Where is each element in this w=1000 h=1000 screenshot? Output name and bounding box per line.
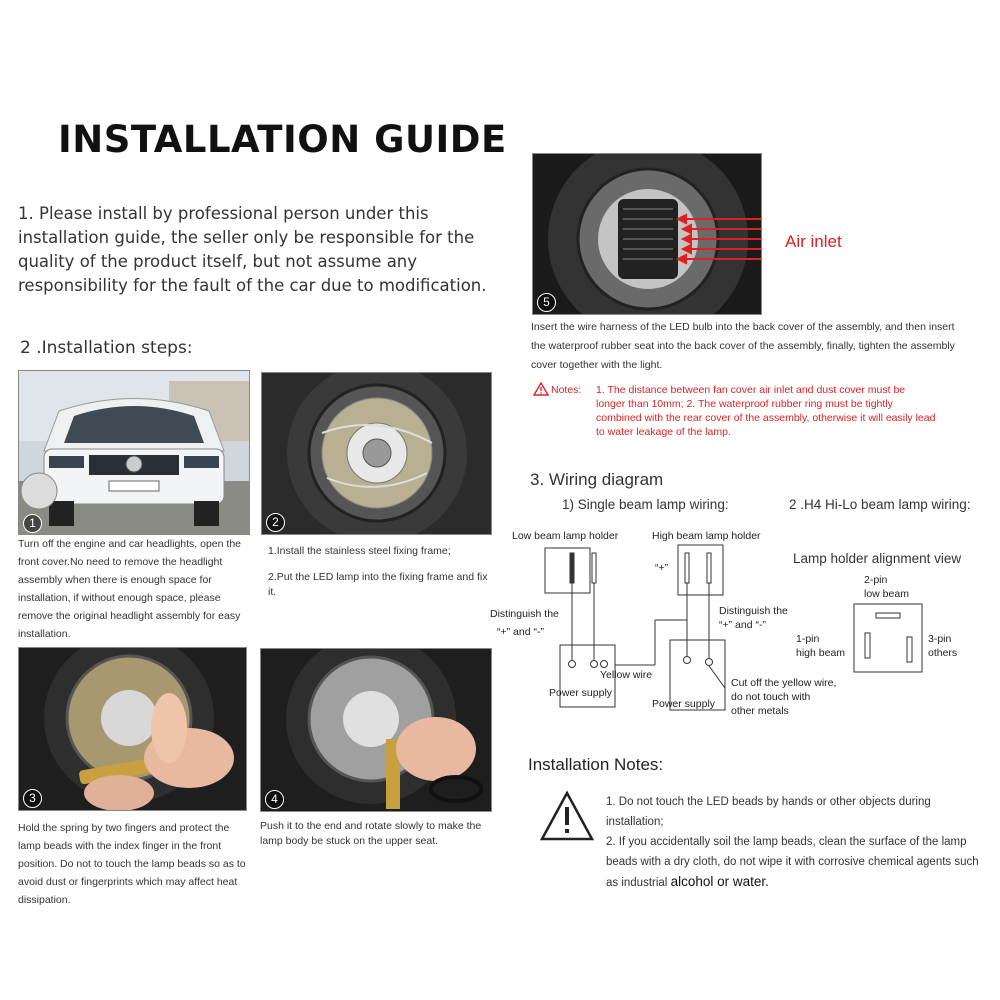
steps-heading: 2 .Installation steps: — [20, 338, 193, 358]
low-holder-label: Low beam lamp holder — [512, 530, 619, 542]
install-note-2-bold: alcohol or water. — [670, 874, 769, 889]
fixing-frame-illustration — [262, 373, 491, 534]
step5-number: 5 — [537, 293, 556, 312]
caution-icon — [539, 790, 595, 847]
distinguish-left-2: “+” and “-” — [497, 626, 544, 638]
wiring-heading: 3. Wiring diagram — [530, 470, 664, 489]
hand-install-illustration — [19, 648, 246, 810]
led-bulb-back-illustration — [533, 154, 761, 314]
car-illustration — [19, 371, 249, 534]
cutoff-line-3: other metals — [731, 705, 789, 717]
step4-number: 4 — [265, 790, 284, 809]
install-note-1: 1. Do not touch the LED beads by hands or other objects during installation; — [606, 796, 931, 828]
install-note-2 — [606, 832, 991, 893]
step1-photo — [18, 370, 250, 535]
pin3-label-a: 3-pin — [928, 633, 952, 645]
yellow-wire-label: Yellow wire — [600, 669, 653, 681]
rotate-lamp-illustration — [261, 649, 491, 811]
notes-label: Notes: — [551, 384, 582, 396]
cutoff-line-2: do not touch with — [731, 691, 811, 703]
distinguish-left-1: Distinguish the — [490, 608, 559, 620]
air-inlet-label: Air inlet — [785, 232, 842, 251]
hilo-beam-heading: 2 .H4 Hi-Lo beam lamp wiring: — [789, 497, 971, 512]
notes-text: 1. The distance between fan cover air inlet and dust cover must be longer than 10mm; 2. The waterproof rubber ring must be tightly combined with the rear cover of the assembly, otherwise it will easily lead to water leakage of the lamp. — [596, 384, 936, 438]
install-note-2-text: 2. If you accidentally soil the lamp beads, clean the surface of the lamp beads with a dry cloth, do not wipe it with corrosive chemical agents such as industrial — [606, 836, 979, 889]
pin2-label-a: 2-pin — [864, 574, 888, 586]
lamp-holder-alignment-diagram — [853, 603, 923, 673]
step1-number: 1 — [23, 514, 42, 533]
warning-icon — [533, 382, 549, 401]
step2-number: 2 — [266, 513, 285, 532]
pin1-label-b: high beam — [796, 647, 846, 659]
plus-label: “+” — [655, 562, 669, 574]
cutoff-line-1: Cut off the yellow wire, — [731, 677, 837, 689]
step4-photo — [260, 648, 492, 812]
step2-caption-a: 1.Install the stainless steel fixing frame; — [268, 545, 451, 557]
pin3-label-b: others — [928, 647, 958, 659]
pin1-label-a: 1-pin — [796, 633, 820, 645]
step5-caption: Insert the wire harness of the LED bulb into the back cover of the assembly, and then insert the waterproof rubber seat into the back cover of the assembly, finally, tighten the assembly cover together with the light. — [531, 321, 955, 371]
step5-photo — [532, 153, 762, 315]
step3-photo — [18, 647, 247, 811]
step2-caption-b: 2.Put the LED lamp into the fixing frame and fix it. — [268, 571, 488, 598]
step3-caption: Hold the spring by two fingers and protect the lamp beads with the index finger in the front position. Do not to touch the lamp beads so as to avoid dust or fingerprints which may affect heat dissipation. — [18, 822, 246, 906]
high-holder-label: High beam lamp holder — [652, 530, 761, 542]
power-supply-left: Power supply — [549, 687, 613, 699]
pin2-label-b: low beam — [864, 588, 909, 600]
distinguish-right-2: “+” and “-” — [719, 619, 766, 631]
step3-number: 3 — [23, 789, 42, 808]
step2-photo — [261, 372, 492, 535]
step1-caption: Turn off the engine and car headlights, open the front cover.No need to remove the headlight assembly when there is enough space for installation, if without enough space, please remove the original headlight assembly for easy installation. — [18, 538, 241, 640]
single-beam-heading: 1) Single beam lamp wiring: — [562, 497, 729, 512]
intro-text: 1. Please install by professional person under this installation guide, the seller only be responsible for the quality of the product itself, but not assume any responsibility for the fault of the car due to modification. — [18, 204, 487, 295]
step4-caption: Push it to the end and rotate slowly to make the lamp body be stuck on the upper seat. — [260, 820, 482, 847]
install-notes-heading: Installation Notes: — [528, 755, 664, 774]
page-title: INSTALLATION GUIDE — [58, 118, 507, 161]
power-supply-right: Power supply — [652, 698, 716, 710]
alignment-title: Lamp holder alignment view — [793, 551, 962, 566]
distinguish-right-1: Distinguish the — [719, 605, 788, 617]
